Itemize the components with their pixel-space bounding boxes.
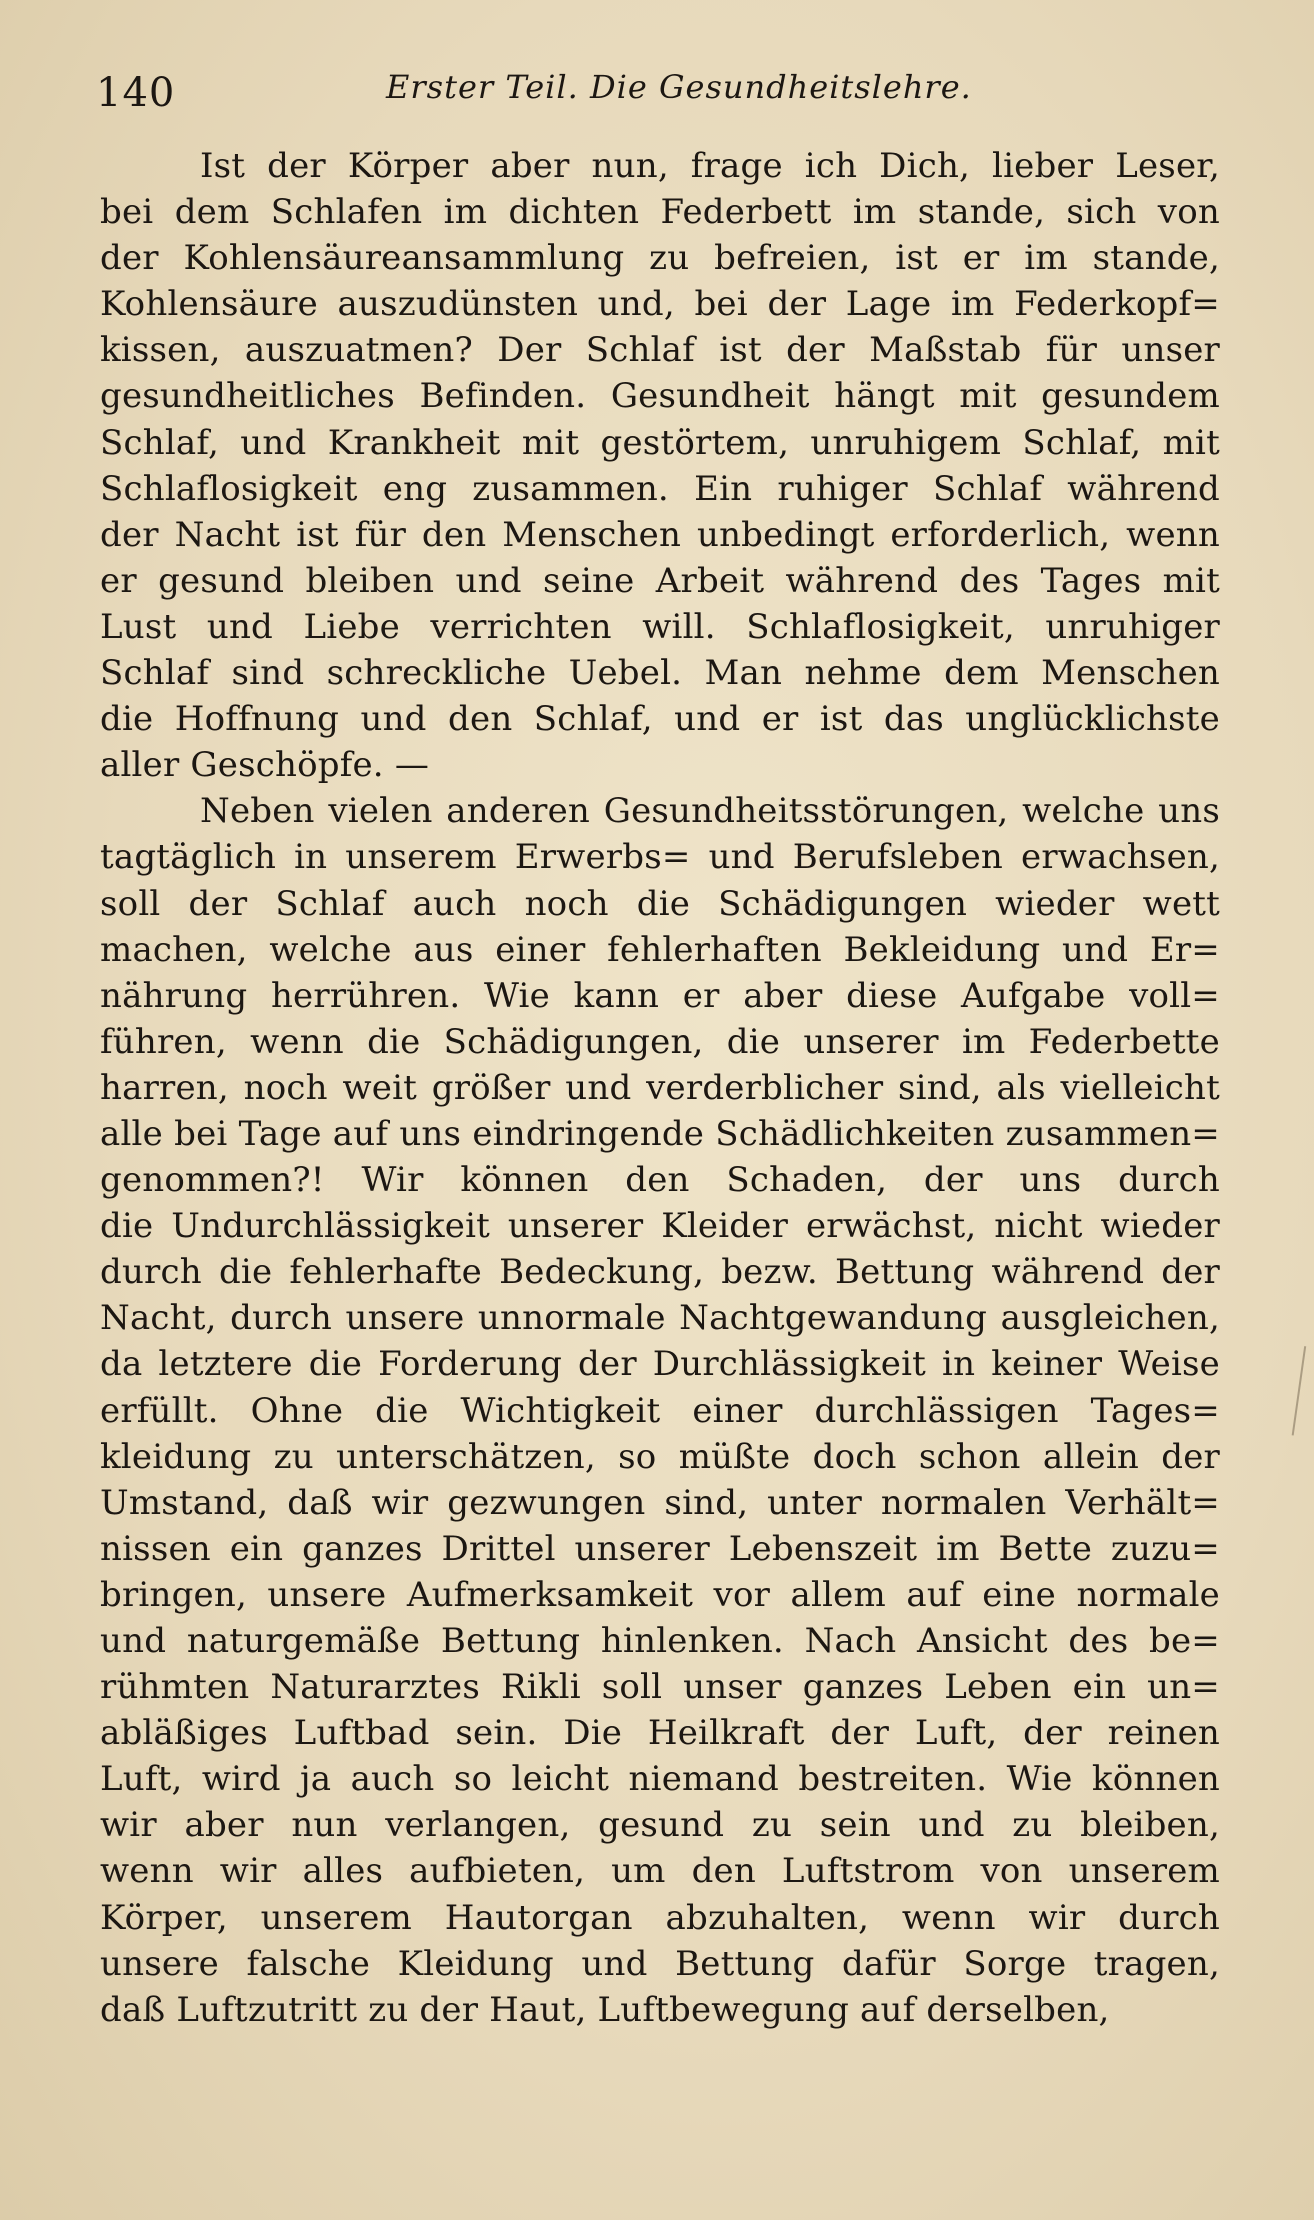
text-line: Kohlensäure auszudünsten und, bei der Lage im Federkopf= [100,284,1220,325]
text-line: führen, wenn die Schädigungen, die unserer im Federbette [100,1021,1220,1062]
running-head: Erster Teil. Die Gesundheitslehre. [386,68,972,106]
text-line: gesundheitliches Befinden. Gesundheit hängt mit gesundem [100,376,1220,417]
text-line: wenn wir alles aufbieten, um den Luftstrom von unserem [100,1851,1220,1892]
text-line: Nacht, durch unsere unnormale Nachtgewandung ausgleichen, [100,1298,1220,1339]
text-line: er gesund bleiben und seine Arbeit während des Tages mit [100,560,1220,601]
text-line: wir aber nun verlangen, gesund zu sein und zu bleiben, [100,1805,1220,1846]
text-line: abläßiges Luftbad sein. Die Heilkraft der Luft, der reinen [100,1713,1220,1754]
text-line: Neben vielen anderen Gesundheitsstörungen, welche uns [200,791,1220,832]
text-line: daß Luftzutritt zu der Haut, Luftbewegung auf derselben, [100,1989,1110,2030]
text-line: tagtäglich in unserem Erwerbs= und Berufsleben erwachsen, [100,837,1220,878]
text-line: nährung herrühren. Wie kann er aber diese Aufgabe voll= [100,975,1220,1016]
text-line: machen, welche aus einer fehlerhaften Bekleidung und Er= [100,929,1220,970]
text-line: und naturgemäße Bettung hinlenken. Nach Ansicht des be= [100,1621,1220,1661]
text-line: genommen?! Wir können den Schaden, der uns durch [100,1160,1220,1201]
text-line: aller Geschöpfe. — [100,745,430,786]
page-header [96,62,1236,122]
text-line: der Kohlensäureansammlung zu befreien, ist er im stande, [100,238,1220,279]
text-line: kleidung zu unterschätzen, so müßte doch schon allein der [100,1436,1220,1477]
text-line: soll der Schlaf auch noch die Schädigungen wieder wett [100,883,1220,924]
text-line: Lust und Liebe verrichten will. Schlaflosigkeit, unruhiger [100,606,1220,647]
text-line: die Hoffnung und den Schlaf, und er ist das unglücklichste [100,699,1220,740]
text-line: der Nacht ist für den Menschen unbedingt erforderlich, wenn [100,514,1220,555]
text-line: Körper, unserem Hautorgan abzuhalten, wenn wir durch [100,1897,1220,1938]
text-line: Schlaf sind schreckliche Uebel. Man nehme dem Menschen [100,653,1220,694]
text-line: Ist der Körper aber nun, frage ich Dich, lieber Leser, [200,146,1220,186]
text-line: rühmten Naturarztes Rikli soll unser ganzes Leben ein un= [100,1667,1220,1708]
text-line: da letztere die Forderung der Durchlässigkeit in keiner Weise [100,1344,1220,1385]
page-edge-mark [1280,1344,1306,1435]
page-number: 140 [96,70,176,116]
text-line: Luft, wird ja auch so leicht niemand bestreiten. Wie können [100,1759,1220,1800]
text-line: Umstand, daß wir gezwungen sind, unter normalen Verhält= [100,1482,1220,1523]
text-line: die Undurchlässigkeit unserer Kleider erwächst, nicht wieder [100,1206,1220,1247]
text-line: unsere falsche Kleidung und Bettung dafür Sorge tragen, [100,1943,1220,1984]
text-line: bringen, unsere Aufmerksamkeit vor allem auf eine normale [100,1574,1220,1615]
text-line: harren, noch weit größer und verderblicher sind, als vielleicht [100,1067,1220,1108]
text-line: nissen ein ganzes Drittel unserer Lebenszeit im Bette zuzu= [100,1528,1220,1569]
text-line: Schlaf, und Krankheit mit gestörtem, unruhigem Schlaf, mit [100,422,1220,463]
text-line: alle bei Tage auf uns eindringende Schädlichkeiten zusammen= [100,1113,1220,1154]
text-line: kissen, auszuatmen? Der Schlaf ist der Maßstab für unser [100,330,1220,371]
text-line: erfüllt. Ohne die Wichtigkeit einer durchlässigen Tages= [100,1390,1220,1431]
text-line: durch die fehlerhafte Bedeckung, bezw. Bettung während der [100,1252,1220,1293]
text-line: Schlaflosigkeit eng zusammen. Ein ruhiger Schlaf während [100,468,1220,509]
text-line: bei dem Schlafen im dichten Federbett im stande, sich von [100,192,1220,233]
body-text [100,143,1220,2033]
